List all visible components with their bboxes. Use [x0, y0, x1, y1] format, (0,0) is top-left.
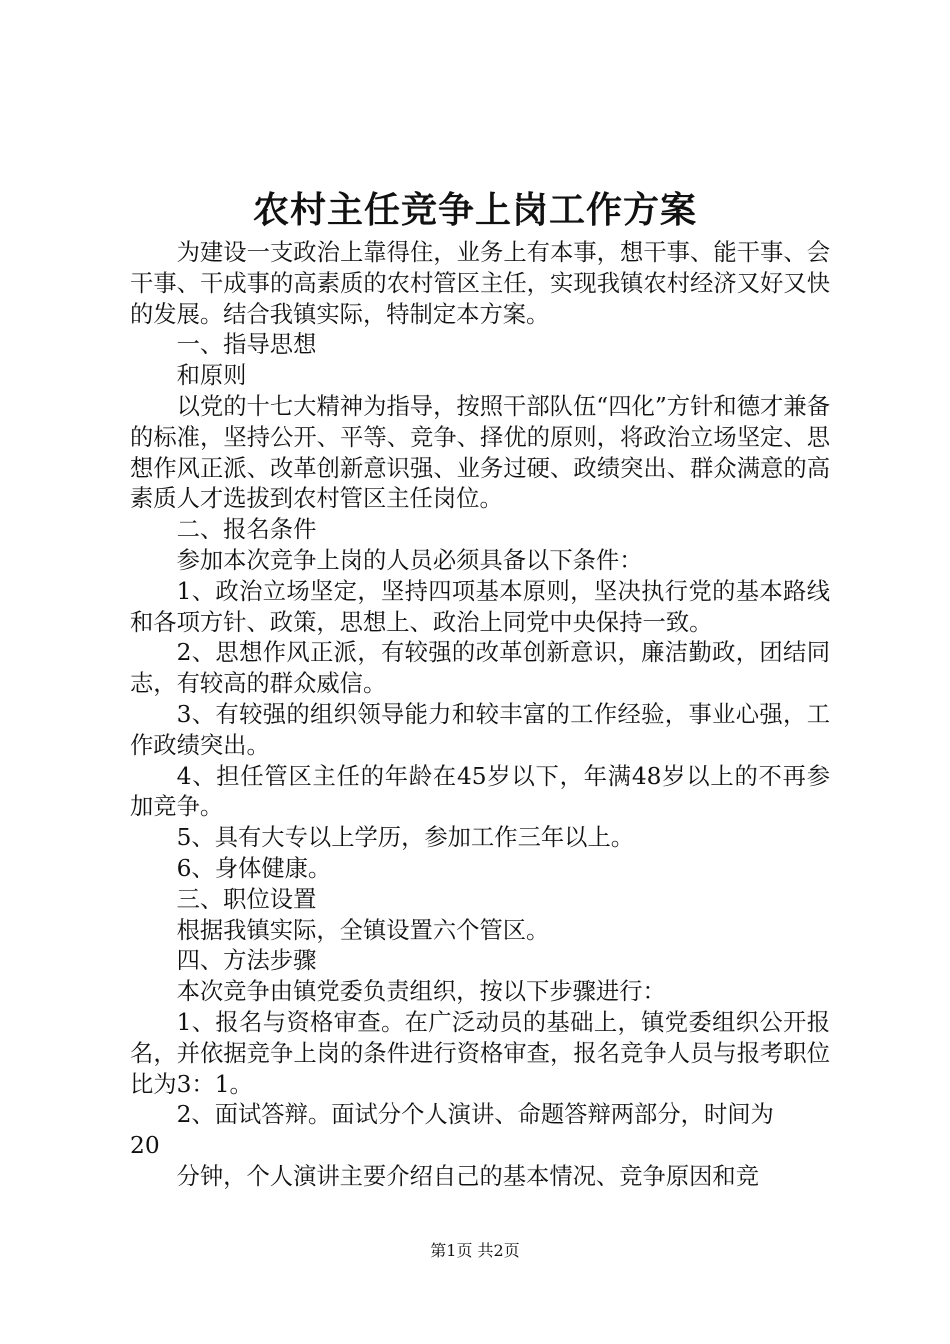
- page-footer: 第1页 共2页: [430, 1241, 520, 1260]
- list-item-condition-3: 3、有较强的组织领导能力和较丰富的工作经验，事业心强，工作政绩突出。: [130, 700, 830, 759]
- paragraph-positions: 根据我镇实际，全镇设置六个管区。: [176, 916, 550, 944]
- list-item-condition-4: 4、担任管区主任的年龄在45岁以下，年满48岁以上的不再参加竞争。: [130, 762, 830, 821]
- list-item-condition-5: 5、具有大专以上学历，参加工作三年以上。: [176, 824, 635, 852]
- list-item-condition-6: 6、身体健康。: [176, 854, 332, 882]
- paragraph-fragment-number: 20: [130, 1132, 160, 1160]
- document-title: 农村主任竞争上岗工作方案: [252, 189, 697, 231]
- list-item-condition-1: 1、政治立场坚定，坚持四项基本原则，坚决执行党的基本路线和各项方针、政策，思想上、政治上同党中央保持一致。: [130, 577, 830, 636]
- paragraph-method-intro: 本次竞争由镇党委负责组织，按以下步骤进行：: [176, 978, 666, 1006]
- paragraph-eligibility-intro: 参加本次竞争上岗的人员必须具备以下条件：: [176, 546, 643, 574]
- paragraph-step-2-continued: 分钟，个人演讲主要介绍自己的基本情况、竞争原因和竞: [176, 1162, 760, 1190]
- section-heading-positions: 三、职位设置: [176, 885, 317, 913]
- section-heading-eligibility: 二、报名条件: [176, 516, 317, 544]
- document-body: [130, 238, 830, 1193]
- paragraph-intro: 为建设一支政治上靠得住，业务上有本事，想干事、能干事、会干事、干成事的高素质的农村管区主任，实现我镇农村经济又好又快的发展。结合我镇实际，特制定本方案。: [130, 239, 830, 328]
- list-item-step-2: 2、面试答辩。面试分个人演讲、命题答辩两部分，时间为: [176, 1101, 774, 1129]
- section-heading-method: 四、方法步骤: [176, 947, 317, 975]
- paragraph-guiding-principles: 以党的十七大精神为指导，按照干部队伍“四化”方针和德才兼备的标准，坚持公开、平等、竞争、择优的原则，将政治立场坚定、思想作风正派、改革创新意识强、业务过硬、政绩突出、群众满意的高素质人才选拔到农村管区主任岗位。: [130, 392, 830, 513]
- section-heading-principles: 和原则: [176, 362, 247, 390]
- section-heading-guiding-thought: 一、指导思想: [176, 331, 317, 359]
- list-item-condition-2: 2、思想作风正派，有较强的改革创新意识，廉洁勤政，团结同志，有较高的群众威信。: [130, 639, 830, 698]
- list-item-step-1: 1、报名与资格审查。在广泛动员的基础上，镇党委组织公开报名，并依据竞争上岗的条件进行资格审查，报名竞争人员与报考职位比为3：1。: [130, 1008, 830, 1098]
